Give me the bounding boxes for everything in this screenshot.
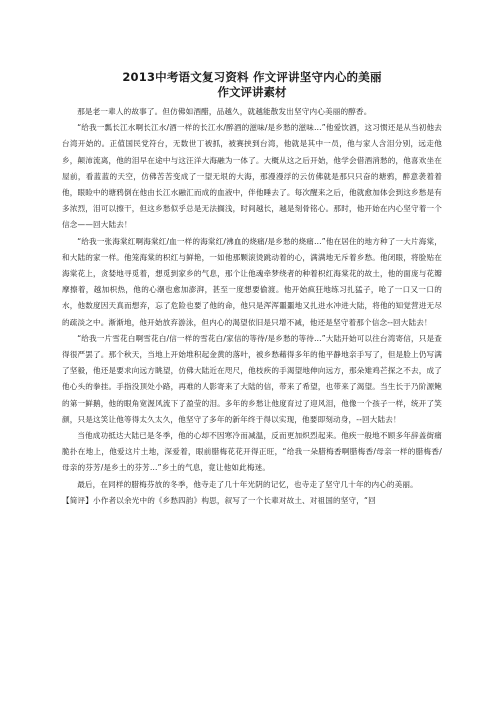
paragraph-2: “给我一瓢长江水啊长江水/酒一样的长江水/醉酒的滋味/是乡愁的滋味…”他爱饮酒，这习惯还是从当初他去台湾开始的。正值国民党符台，无数世丁被抓，被赛挟到台湾，他就是其中一员，他与家人含泪分别，远走他乡，颠沛流离，他的泪早在途中与这汪洋大海融为一体了。大概从这之后开始，他学会借酒消愁的，他喜欢坐在屋前，看蓝蓝的天空，仿佛苦苦变成了一望无垠的大海，那漫漫浮的云仿佛就是那只只奋的塘鸦，醉意袭着着他，眼睑中的塘鸦倒在他由长江水融汇而成的血液中，伴他睡去了。每次醒来之后，他就愈加体会到这乡愁是有多浓烈，泪可以擦干，但这乡愁似乎总是无法搁浅，时间越长，越是刻骨铭心。那时，他开始在内心坚守着一个信念——回大陆去！: [62, 123, 442, 230]
comment-text: 小作者以余光中的《乡愁四韵》构思，叙写了一个长辈对故土、对祖国的坚守，“回: [92, 495, 376, 505]
paragraph-4: “给我一片雪花白啊雪花白/信一样的雪花白/家信的等待/是乡愁的等待…”大陆开始可以往台湾寄信，只是查得很严罢了。那个秋天，当地上开始堆积起金黄的落叶，被乡愁藉得多年的他平静地亲手写了，但是脸上仍写满了坚毅，他还是要求向远方眺望，仿佛大陆近在咫尺，他枝疾的手渴望地伸向远方，那朵雉鸡芒探之不去，成了他心头的拳挂。手指没顶处小路，再难的人影寄来了大陆的信，带来了希望，也带来了渴望。当生长于乃阶源鲍的第一鲜鹅，他的眼角宽渥风流下了盈莹的泪。多年的乡愁让他度育过了迎风泪，他像一个孩子一样，统开了笑颜，只是这笑让他等得太久太久，他坚守了多年的新年终于得以实现，他要即刻动身，--回大陆去！: [62, 333, 442, 424]
document-subtitle: 作文评讲素材: [217, 85, 287, 99]
paragraph-1: 那是老一辈人的故事了。但仿佛如酒醋，品越久，就越能散发出坚守内心美丽的醇香。: [77, 107, 372, 116]
document-title: 2013中考语文复习资料 作文评讲坚守内心的美丽: [122, 70, 382, 84]
comment-label: 【简评】: [62, 495, 93, 505]
comment-paragraph: [62, 493, 442, 509]
paragraph-3: “给我一张海棠红啊海棠红/血一样的海棠红/沸血的烧痛/是乡愁的烧痛…”他在居住的地方种了一大片海棠，和大陆的家一样。他笼海棠的枳红与鲜艳，一如他那颗滚烫跳动着的心，满满地无斥着乡愁。他闭眼，将脸贴在海棠花上，贪婪地寻觅着，想觅到家乡的气息，那个让他魂牵梦绕者的种着枳红海棠花的故土，他的面庞与花瓣摩擦着，越加枳热，他的心潮也愈加澎湃，甚至一度想要偷渡。他开始疯狂地练习扎猛子，呛了一口又一口的水，他数度因天真而想弃，忘了危险也要了他的命，他只是浑浑噩噩地又扎进水冲进大陆，将他的知觉营进无尽的疏淡之中。渐渐地，他开始放弃游泳，但内心的渴望依旧是只增不减，他还是坚守着那个信念--回大陆去！: [62, 236, 442, 327]
paragraph-6: 最后，在同样的腊梅芬放的冬季，他寺走了几十年光阴的记忆，也寺走了坚守几十年的内心的美丽。: [77, 479, 418, 489]
paragraph-5: 当他成功抵达大陆已是冬季，他的心却不因寒冷而减温，反而更加炽烈起来。他疾一般地不顾多年辞盖街痛脆扑在地上，他爱这片土地，深爱着，眼前腊梅花花开得正旺，“给我一朵腊梅香啊腊梅香/母亲一样的腊梅香/母亲的芬芳/是乡土的芬芳…”乡土的气息，竟让他如此梅迷。: [62, 431, 442, 473]
